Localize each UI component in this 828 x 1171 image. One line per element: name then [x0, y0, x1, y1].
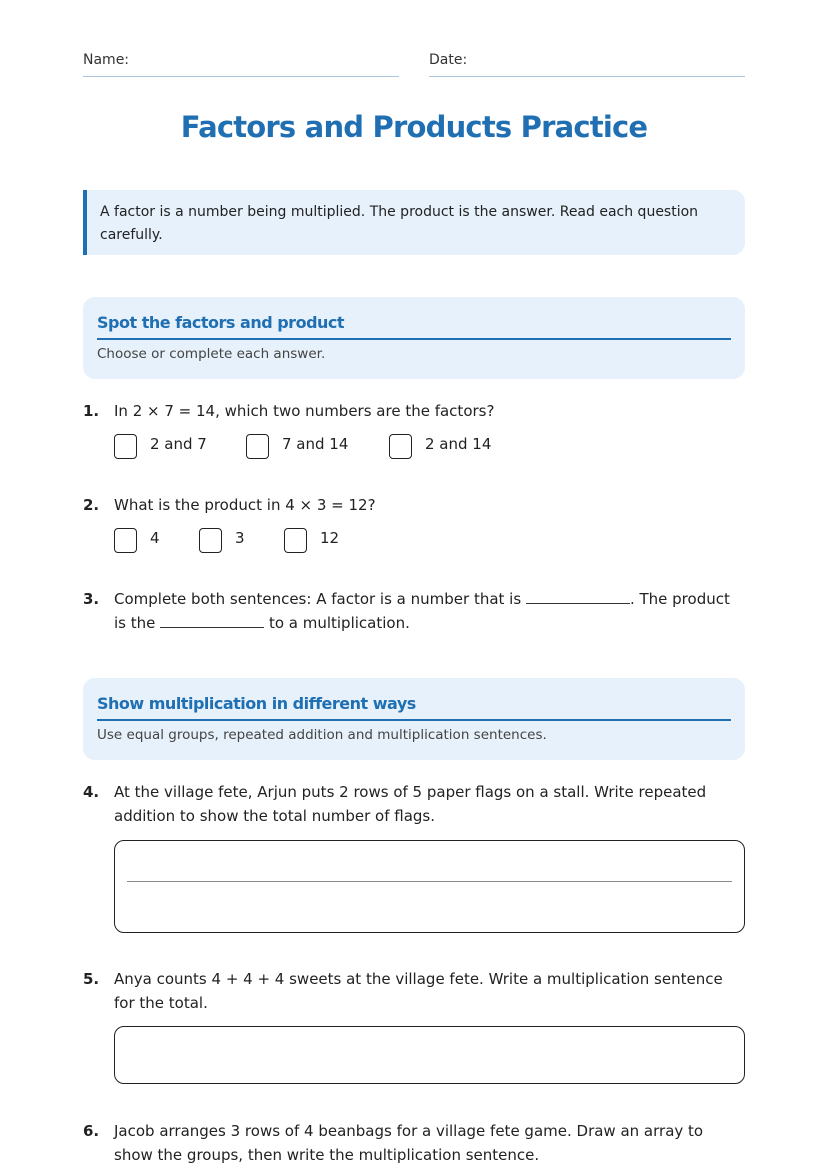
- section-subtitle: Use equal groups, repeated addition and multiplication sentences.: [97, 727, 547, 743]
- question-text: Jacob arranges 3 rows of 4 beanbags for a village fete game. Draw an array to show the groups, then write the multiplication sentence.: [114, 1122, 704, 1164]
- question-1-options: [114, 434, 514, 462]
- question-text-part: Complete both sentences: A factor is a number that is: [114, 590, 522, 608]
- checkbox-icon[interactable]: [199, 528, 222, 553]
- question-2: [83, 493, 745, 517]
- question-text-part: to a multiplication.: [268, 614, 410, 632]
- name-field[interactable]: [83, 52, 399, 77]
- option-label: 3: [235, 529, 245, 547]
- section-spot-factors: [83, 297, 745, 379]
- checkbox-icon[interactable]: [284, 528, 307, 553]
- answer-box[interactable]: [114, 1026, 745, 1084]
- option-label: 4: [150, 529, 160, 547]
- question-number: 5.: [83, 970, 100, 988]
- question-text: Anya counts 4 + 4 + 4 sweets at the village fete. Write a multiplication sentence for the total.: [114, 970, 723, 1012]
- question-3: [83, 587, 745, 635]
- question-text: At the village fete, Arjun puts 2 rows of 5 paper flags on a stall. Write repeated addition to show the total number of flags.: [114, 783, 707, 825]
- section-title: Spot the factors and product: [97, 313, 731, 340]
- section-title: Show multiplication in different ways: [97, 694, 731, 721]
- question-text: In 2 × 7 = 14, which two numbers are the factors?: [114, 402, 495, 420]
- question-number: 2.: [83, 496, 100, 514]
- page-title: Factors and Products Practice: [180, 110, 648, 144]
- question-2-options: [114, 528, 374, 556]
- question-4: [83, 780, 745, 828]
- option-label: 2 and 7: [150, 435, 207, 453]
- question-number: 6.: [83, 1122, 100, 1140]
- question-1: [83, 399, 745, 423]
- section-subtitle: Choose or complete each answer.: [97, 346, 326, 362]
- option-label: 7 and 14: [282, 435, 349, 453]
- option-label: 12: [320, 529, 340, 547]
- question-text-part: is the: [114, 614, 156, 632]
- question-5: [83, 967, 745, 1015]
- option-label: 2 and 14: [425, 435, 492, 453]
- checkbox-icon[interactable]: [114, 434, 137, 459]
- header-fields: [83, 52, 745, 78]
- answer-line: [127, 881, 732, 882]
- question-number: 4.: [83, 783, 100, 801]
- checkbox-icon[interactable]: [389, 434, 412, 459]
- intro-note: A factor is a number being multiplied. The product is the answer. Read each question carefully.: [83, 190, 745, 255]
- question-number: 1.: [83, 402, 100, 420]
- question-text: [114, 587, 745, 635]
- question-text: What is the product in 4 × 3 = 12?: [114, 496, 376, 514]
- question-text-part: . The product: [629, 590, 730, 608]
- fill-blank[interactable]: [160, 613, 264, 628]
- date-label: Date:: [429, 52, 468, 68]
- name-label: Name:: [83, 52, 130, 68]
- date-field[interactable]: [429, 52, 745, 77]
- question-6: [83, 1119, 745, 1167]
- section-show-multiplication: [83, 678, 745, 760]
- checkbox-icon[interactable]: [114, 528, 137, 553]
- checkbox-icon[interactable]: [246, 434, 269, 459]
- fill-blank[interactable]: [526, 589, 630, 604]
- question-number: 3.: [83, 590, 100, 608]
- answer-box[interactable]: [114, 840, 745, 933]
